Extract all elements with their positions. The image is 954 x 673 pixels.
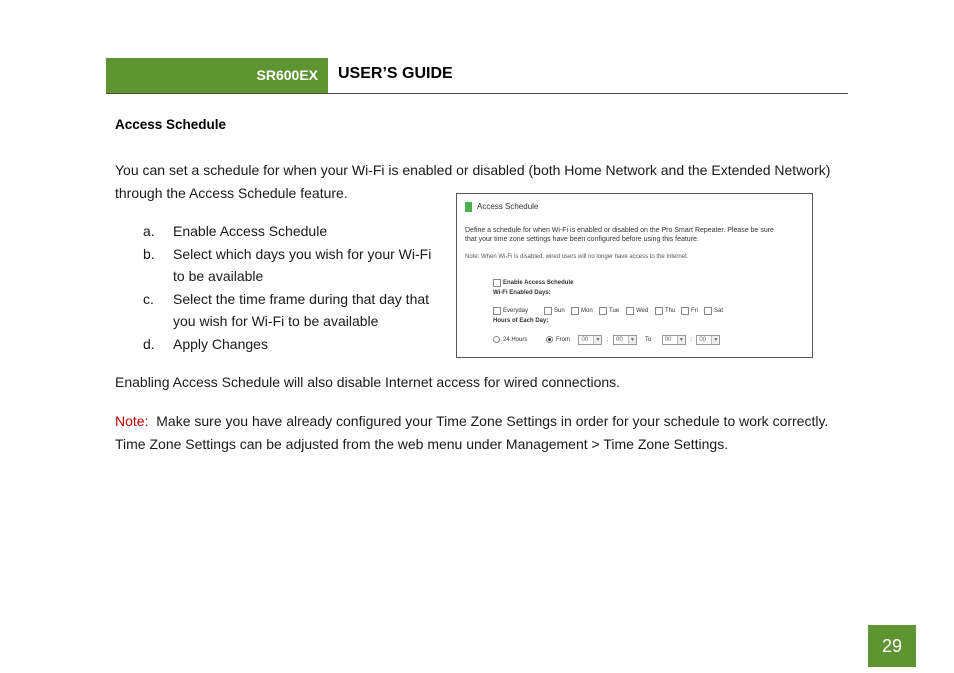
day-thu-checkbox[interactable] [655, 307, 663, 315]
day-wed-checkbox[interactable] [626, 307, 634, 315]
note-paragraph [115, 410, 840, 456]
list-marker: d. [143, 335, 155, 352]
access-schedule-screenshot [456, 193, 813, 358]
header-guide-title: USER’S GUIDE [338, 65, 453, 82]
time-separator: : [690, 336, 692, 343]
hours-24-radio[interactable] [493, 336, 500, 343]
title-accent-bar [465, 202, 472, 212]
day-label: Tue [609, 307, 620, 314]
day-wed [626, 302, 648, 320]
from-minute-select[interactable] [613, 335, 637, 345]
list-item-text: Select which days you wish for your Wi-Fi to be available [173, 245, 432, 284]
time-separator: : [606, 336, 609, 343]
day-everyday-checkbox[interactable] [493, 307, 501, 315]
select-value: 00 [616, 336, 623, 343]
list-marker: b. [143, 245, 155, 262]
hours-24-label: 24 Hours [503, 336, 528, 343]
day-fri [681, 302, 698, 320]
list-item-text: Apply Changes [173, 335, 268, 352]
screenshot-description [465, 226, 774, 244]
day-label: Everyday [503, 307, 529, 314]
list-item-text: Enable Access Schedule [173, 223, 328, 239]
wired-note-paragraph: Enabling Access Schedule will also disable Internet access for wired connections. [115, 374, 621, 390]
select-value: 00 [581, 336, 589, 343]
list-item [143, 220, 438, 243]
list-item-text: Select the time frame during that day that you wish for Wi-Fi to be available [173, 290, 430, 329]
select-value: 00 [664, 336, 672, 343]
intro-paragraph: You can set a schedule for when your Wi-Fi is enabled or disabled (both Home Network and the Extended Network) through the Access Schedule feature. [115, 162, 831, 201]
screenshot-title: Access Schedule [477, 202, 539, 211]
list-item [143, 288, 438, 333]
hours-heading: Hours of Each Day: [493, 318, 549, 324]
day-label: Wed [636, 307, 649, 314]
enable-schedule-label: Enable Access Schedule [503, 279, 574, 286]
to-label: To [645, 336, 652, 343]
from-label: From [556, 336, 570, 343]
steps-list [143, 220, 438, 355]
chevron-down-icon: ▼ [677, 336, 685, 344]
list-item [143, 333, 438, 356]
day-label: Thu [665, 307, 676, 314]
screenshot-note: Note: When Wi-Fi is disabled, wired users will no longer have access to the Internet. [465, 254, 689, 260]
chevron-down-icon: ▼ [711, 336, 719, 344]
day-fri-checkbox[interactable] [681, 307, 689, 315]
note-text: Make sure you have already configured your Time Zone Settings in order for your schedule to work correctly. Time Zone Settings can be adjusted from the web menu under Management > Time Zone Settings. [115, 413, 836, 452]
to-hour-select[interactable] [662, 335, 686, 345]
day-label: Mon [581, 307, 593, 314]
select-value: 00 [699, 336, 707, 343]
list-item [143, 243, 438, 288]
enable-schedule-checkbox[interactable] [493, 279, 501, 287]
list-marker: c. [143, 290, 154, 307]
list-marker: a. [143, 223, 155, 239]
description-line: that your time zone settings have been configured before using this feature. [465, 236, 699, 243]
day-sat [704, 302, 723, 320]
from-hour-select[interactable] [578, 335, 602, 345]
hours-row [493, 331, 527, 349]
days-heading: Wi-Fi Enabled Days: [493, 290, 551, 296]
day-label: Sun [554, 307, 565, 314]
day-sun-checkbox[interactable] [544, 307, 552, 315]
day-tue-checkbox[interactable] [599, 307, 607, 315]
day-mon-checkbox[interactable] [571, 307, 579, 315]
day-sat-checkbox[interactable] [704, 307, 712, 315]
day-label: Fri [691, 307, 698, 314]
chevron-down-icon: ▼ [628, 336, 636, 344]
day-label: Sat [714, 307, 724, 314]
day-mon [571, 302, 593, 320]
header-model-badge: SR600EX [106, 58, 328, 93]
page-number: 29 [868, 625, 916, 667]
from-time-group [546, 331, 637, 349]
chevron-down-icon: ▼ [593, 336, 601, 344]
description-line: Define a schedule for when Wi-Fi is enabled or disabled on the Pro Smart Repeater. Please be sure [465, 227, 774, 234]
to-time-group [645, 331, 720, 349]
header-divider [106, 93, 848, 94]
to-minute-select[interactable] [696, 335, 720, 345]
hours-from-radio[interactable] [546, 336, 553, 343]
section-heading: Access Schedule [115, 117, 227, 132]
day-tue [599, 302, 619, 320]
day-thu [655, 302, 675, 320]
note-label: Note: [115, 413, 149, 429]
